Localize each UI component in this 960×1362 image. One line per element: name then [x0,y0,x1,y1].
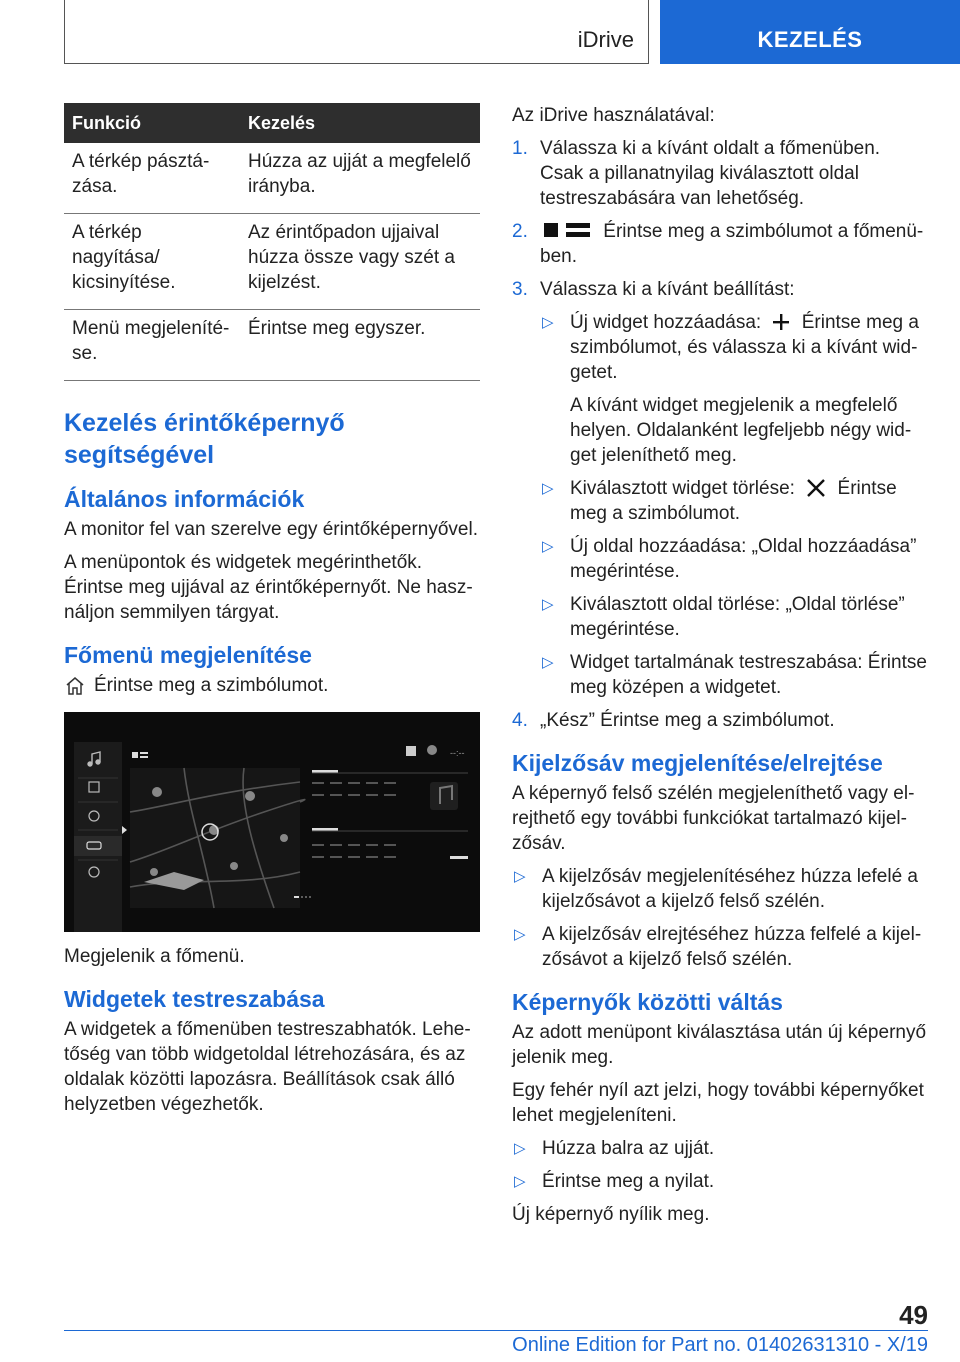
table-row [64,143,480,214]
heading-widgets: Widgetek testreszabása [64,986,325,1012]
footer-divider [64,1330,928,1331]
footer-edition[interactable]: Online Edition for Part no. 01402631310 - X/19 [512,1334,928,1356]
header-section: iDrive [577,27,634,52]
main-menu-screenshot [64,712,480,932]
right-column [512,103,928,1235]
list-item: 1. Válassza ki a kívánt oldalt a főmenüben. Csak a pillanatnyilag kiválasztott oldal testreszabására van lehetőség. [512,138,881,209]
paragraph-intro: Az iDrive használatával: [512,105,715,126]
home-icon [64,675,86,697]
left-column [64,103,480,1125]
list-item: ▷ Húzza balra az ujját. [514,1138,715,1159]
paragraph: A monitor fel van szerelve egy érintőképernyővel. [64,519,478,540]
list-item: ▷ Új widget hozzáadása: Érintse meg a szimbólumot, és válassza ki a kívánt widgetet. [542,312,919,383]
table-cell: A térkép nagyítása/ kicsinyítése. [64,214,240,310]
user-icon [427,745,437,755]
paragraph: A menüpontok és widgetek megérinthetők. Érintse meg ujjával az érintőképernyőt. Ne használjon semmilyen tárgyat. [64,552,473,623]
header-chapter-tab[interactable] [660,0,960,64]
list-item: ▷ A kijelzősáv megjelenítéséhez húzza lefelé a kijelzősávot a kijelző felső szélén. [514,866,919,912]
triangle-bullet-icon: ▷ [542,480,554,497]
heading-general-info: Általános információk [64,486,305,512]
table-row [64,310,480,381]
table-header-function: Funkció [64,103,240,143]
list-item: ▷ A kijelzősáv elrejtéséhez húzza felfelé a kijelzősávot a kijelző felső szélén. [514,924,922,970]
paragraph: Egy fehér nyíl azt jelzi, hogy további képernyőket lehet megjeleníteni. [512,1080,924,1126]
list-item: ▷ Új oldal hozzáadása: „Oldal hozzáadása” megérintése. [542,536,917,582]
triangle-bullet-icon: ▷ [514,1173,526,1190]
table-cell: Húzza az ujját a megfelelő irányba. [240,143,480,214]
table-cell: Menü megjelenítése. [64,310,240,381]
triangle-bullet-icon: ▷ [542,538,554,555]
profile-badge-icon [406,746,416,756]
table-row [64,214,480,310]
page-number: 49 [899,1300,928,1330]
widget-edit-icon [542,220,592,240]
plus-icon [772,313,790,331]
widget-menu-icon [132,752,138,758]
header-chapter: KEZELÉS [757,27,863,52]
triangle-bullet-icon: ▷ [514,1140,526,1157]
triangle-bullet-icon: ▷ [514,926,526,943]
list-item: ▷ Kiválasztott widget törlése: Érintse meg a szimbólumot. [542,478,897,524]
triangle-bullet-icon: ▷ [542,314,554,331]
list-item: ▷ Widget tartalmának testreszabása: Érintse meg középen a widgetet. [542,652,927,698]
screen-status-time: --:-- [450,748,465,758]
list-item: ▷ Kiválasztott oldal törlése: „Oldal törlése” megérintése. [542,594,905,640]
table-cell: Érintse meg egyszer. [240,310,480,381]
table-cell: Az érintőpadon ujjaival húzza össze vagy szét a kijelzést. [240,214,480,310]
heading-status-bar: Kijelzősáv megjelenítése/elrejtése [512,750,883,776]
home-instruction [64,673,480,698]
header-section-box [64,0,649,64]
heading-touchscreen: Kezelés érintőképernyő segítségével [64,409,345,469]
paragraph: Az adott menüpont kiválasztása után új képernyő jelenik meg. [512,1022,927,1068]
list-item: 2. Érintse meg a szimbólumot a főmenüben. [512,221,924,267]
paragraph: A widgetek a főmenüben testreszabhatók. Lehetőség van több widgetoldal létrehozására, és az oldalak közötti lapozásra. Beállítások csak álló helyzetben végezhetők. [64,1019,471,1115]
heading-main-menu: Főmenü megjelenítése [64,642,312,668]
paragraph: Új képernyő nyílik meg. [512,1204,710,1225]
paragraph: A képernyő felső szélén megjeleníthető vagy elrejthető egy további funkciókat tartalmazó kijelzősáv. [512,783,915,854]
triangle-bullet-icon: ▷ [514,868,526,885]
triangle-bullet-icon: ▷ [542,654,554,671]
home-instruction-text: Érintse meg a szimbólumot. [94,675,329,696]
triangle-bullet-icon: ▷ [542,596,554,613]
table-header-operation: Kezelés [240,103,480,143]
table-cell: A térkép pásztázása. [64,143,240,214]
paragraph: A kívánt widget megjelenik a megfelelő helyen. Oldalanként legfeljebb négy widget jeleníthető meg. [570,395,912,466]
list-item: 4. „Kész” Érintse meg a szimbólumot. [512,710,835,731]
heading-screen-switch: Képernyők közötti váltás [512,989,783,1015]
screenshot-caption: Megjelenik a főmenü. [64,946,245,967]
close-icon [806,479,826,497]
list-item: 3. Válassza ki a kívánt beállítást: [512,279,795,300]
function-table [64,103,480,381]
list-item: ▷ Érintse meg a nyilat. [514,1171,715,1192]
